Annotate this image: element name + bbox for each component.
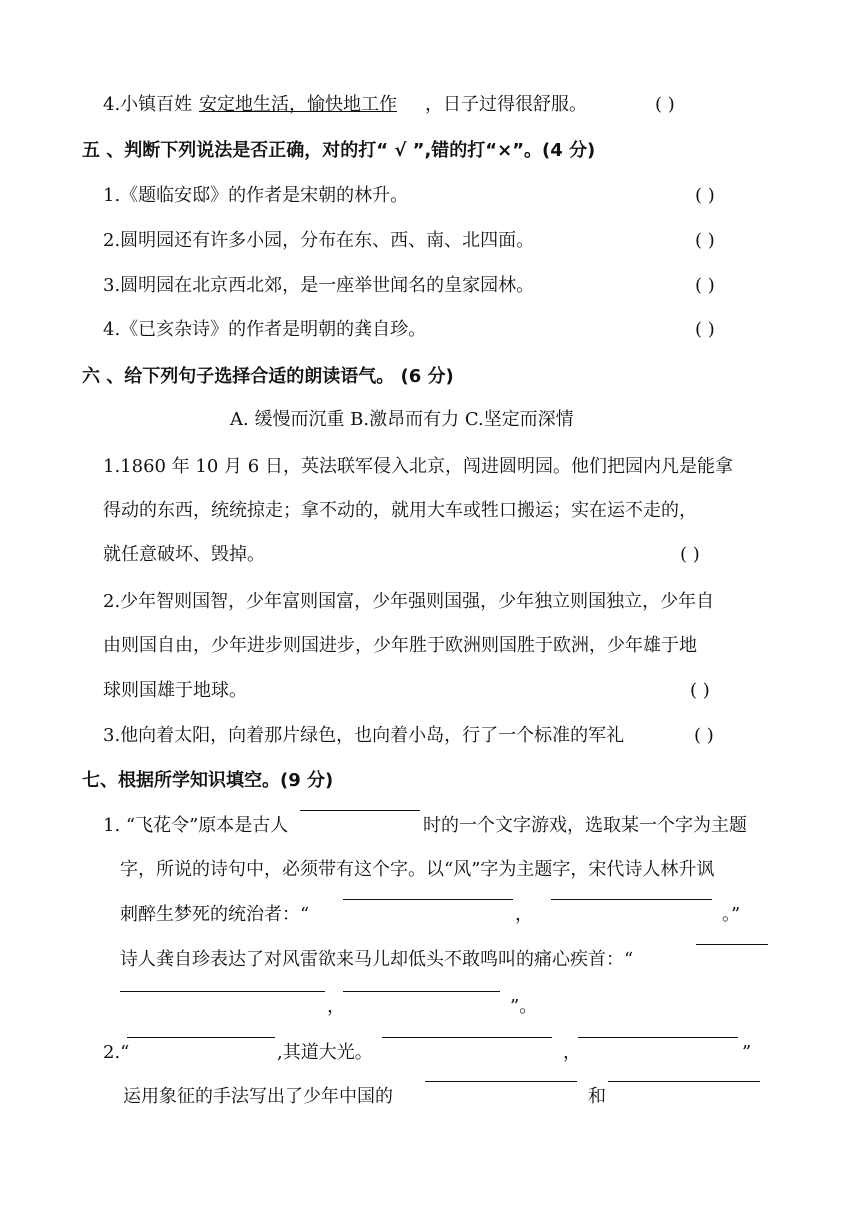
item-text: 4.《已亥杂诗》的作者是明朝的龚自珍。 — [103, 319, 427, 340]
section-6-item-1-line — [0, 495, 860, 527]
text-segment: 。” — [722, 904, 741, 925]
fill-blank[interactable] — [551, 899, 712, 900]
fill-blank[interactable] — [300, 810, 420, 811]
text-segment: ， — [327, 996, 345, 1017]
answer-parenthesis[interactable]: ( ) — [680, 544, 700, 565]
section-6-item-1-line — [0, 539, 860, 571]
text-segment: 诗人龚自珍表达了对风雷欲来马儿却低头不敢鸣叫的痛心疾首：“ — [120, 949, 634, 970]
text-segment: 时的一个文字游戏，选取某一个字为主题 — [423, 815, 747, 836]
item-text: 2.圆明园还有许多小园，分布在东、西、南、北四面。 — [103, 230, 535, 251]
text-line: 球则国雄于地球。 — [103, 680, 247, 701]
section-5-item — [0, 180, 860, 212]
text-line: 3.他向着太阳，向着那片绿色，也向着小岛，行了一个标准的军礼 — [103, 725, 625, 746]
section-5-item — [0, 225, 860, 257]
text-segment: 刺醉生梦死的统治者：“ — [120, 904, 310, 925]
section-7-heading — [0, 765, 860, 797]
text-line: 2.少年智则国智，少年富则国富，少年强则国强，少年独立则国独立，少年自 — [103, 591, 715, 612]
text-segment: ， — [563, 1042, 581, 1063]
section-6-item-2-line — [0, 675, 860, 707]
text-segment: 运用象征的手法写出了少年中国的 — [123, 1086, 393, 1107]
tone-options-text: A. 缓慢而沉重 B.激昂而有力 C.坚定而深情 — [230, 409, 574, 430]
fill-blank[interactable] — [425, 1081, 577, 1082]
answer-parenthesis[interactable]: ( ) — [695, 319, 715, 340]
section-7-item-1-line — [0, 854, 860, 886]
section-7-item-1-line — [0, 899, 860, 931]
text-segment: ， — [515, 904, 533, 925]
fill-blank[interactable] — [343, 899, 513, 900]
section-6-item-1-line — [0, 451, 860, 483]
item-suffix: ，日子过得很舒服。 — [425, 94, 587, 115]
section-7-heading-text: 七、根据所学知识填空。(9 分) — [82, 770, 334, 791]
q4-item-4 — [0, 89, 860, 121]
text-segment: 1. “飞花令”原本是古人 — [103, 815, 289, 836]
text-segment: 2.“ — [103, 1042, 130, 1063]
fill-blank[interactable] — [127, 1037, 275, 1038]
fill-blank[interactable] — [696, 944, 768, 945]
text-line: 1.1860 年 10 月 6 日，英法联军侵入北京，闯进圆明园。他们把园内凡是能拿 — [103, 456, 733, 477]
section-6-item-3 — [0, 720, 860, 752]
section-5-item — [0, 314, 860, 346]
text-segment: 和 — [588, 1086, 606, 1107]
section-6-item-2-line — [0, 586, 860, 618]
fill-blank[interactable] — [343, 991, 500, 992]
text-segment: ”。 — [510, 996, 538, 1017]
section-5-item — [0, 270, 860, 302]
section-7-item-2-line — [0, 1081, 860, 1113]
answer-parenthesis[interactable]: ( ) — [655, 94, 675, 115]
fill-blank[interactable] — [382, 1037, 552, 1038]
text-line: 就任意破坏、毁掉。 — [103, 544, 265, 565]
answer-parenthesis[interactable]: ( ) — [694, 725, 714, 746]
tone-options — [0, 404, 860, 436]
section-7-item-2-line — [0, 1037, 860, 1069]
answer-parenthesis[interactable]: ( ) — [695, 185, 715, 206]
text-line: 得动的东西，统统掠走；拿不动的，就用大车或牲口搬运；实在运不走的， — [103, 500, 697, 521]
item-text: 1.《题临安邸》的作者是宋朝的林升。 — [103, 185, 409, 206]
section-7-item-1-line — [0, 991, 860, 1023]
section-6-heading-text: 六 、给下列句子选择合适的朗读语气。 (6 分) — [82, 366, 454, 387]
section-5-heading — [0, 135, 860, 167]
item-prefix: 4.小镇百姓 — [103, 94, 193, 115]
answer-parenthesis[interactable]: ( ) — [690, 680, 710, 701]
answer-parenthesis[interactable]: ( ) — [695, 275, 715, 296]
section-5-heading-text: 五 、判断下列说法是否正确，对的打“ √ ”,错的打“×”。(4 分) — [82, 140, 596, 161]
section-6-item-2-line — [0, 630, 860, 662]
text-line: 由则国自由，少年进步则国进步，少年胜于欧洲则国胜于欧洲，少年雄于地 — [103, 635, 697, 656]
section-7-item-1-line — [0, 810, 860, 842]
text-segment: 字，所说的诗句中，必须带有这个字。以“风”字为主题字，宋代诗人林升讽 — [120, 859, 715, 880]
section-6-heading — [0, 361, 860, 393]
section-7-item-1-line — [0, 944, 860, 976]
text-segment: ” — [742, 1042, 752, 1063]
text-segment: ,其道大光。 — [277, 1042, 373, 1063]
fill-blank[interactable] — [120, 991, 325, 992]
fill-blank[interactable] — [608, 1081, 760, 1082]
answer-parenthesis[interactable]: ( ) — [695, 230, 715, 251]
fill-blank[interactable] — [578, 1037, 738, 1038]
underlined-phrase: 安定地生活，愉快地工作 — [199, 94, 397, 115]
item-text: 3.圆明园在北京西北郊，是一座举世闻名的皇家园林。 — [103, 275, 535, 296]
